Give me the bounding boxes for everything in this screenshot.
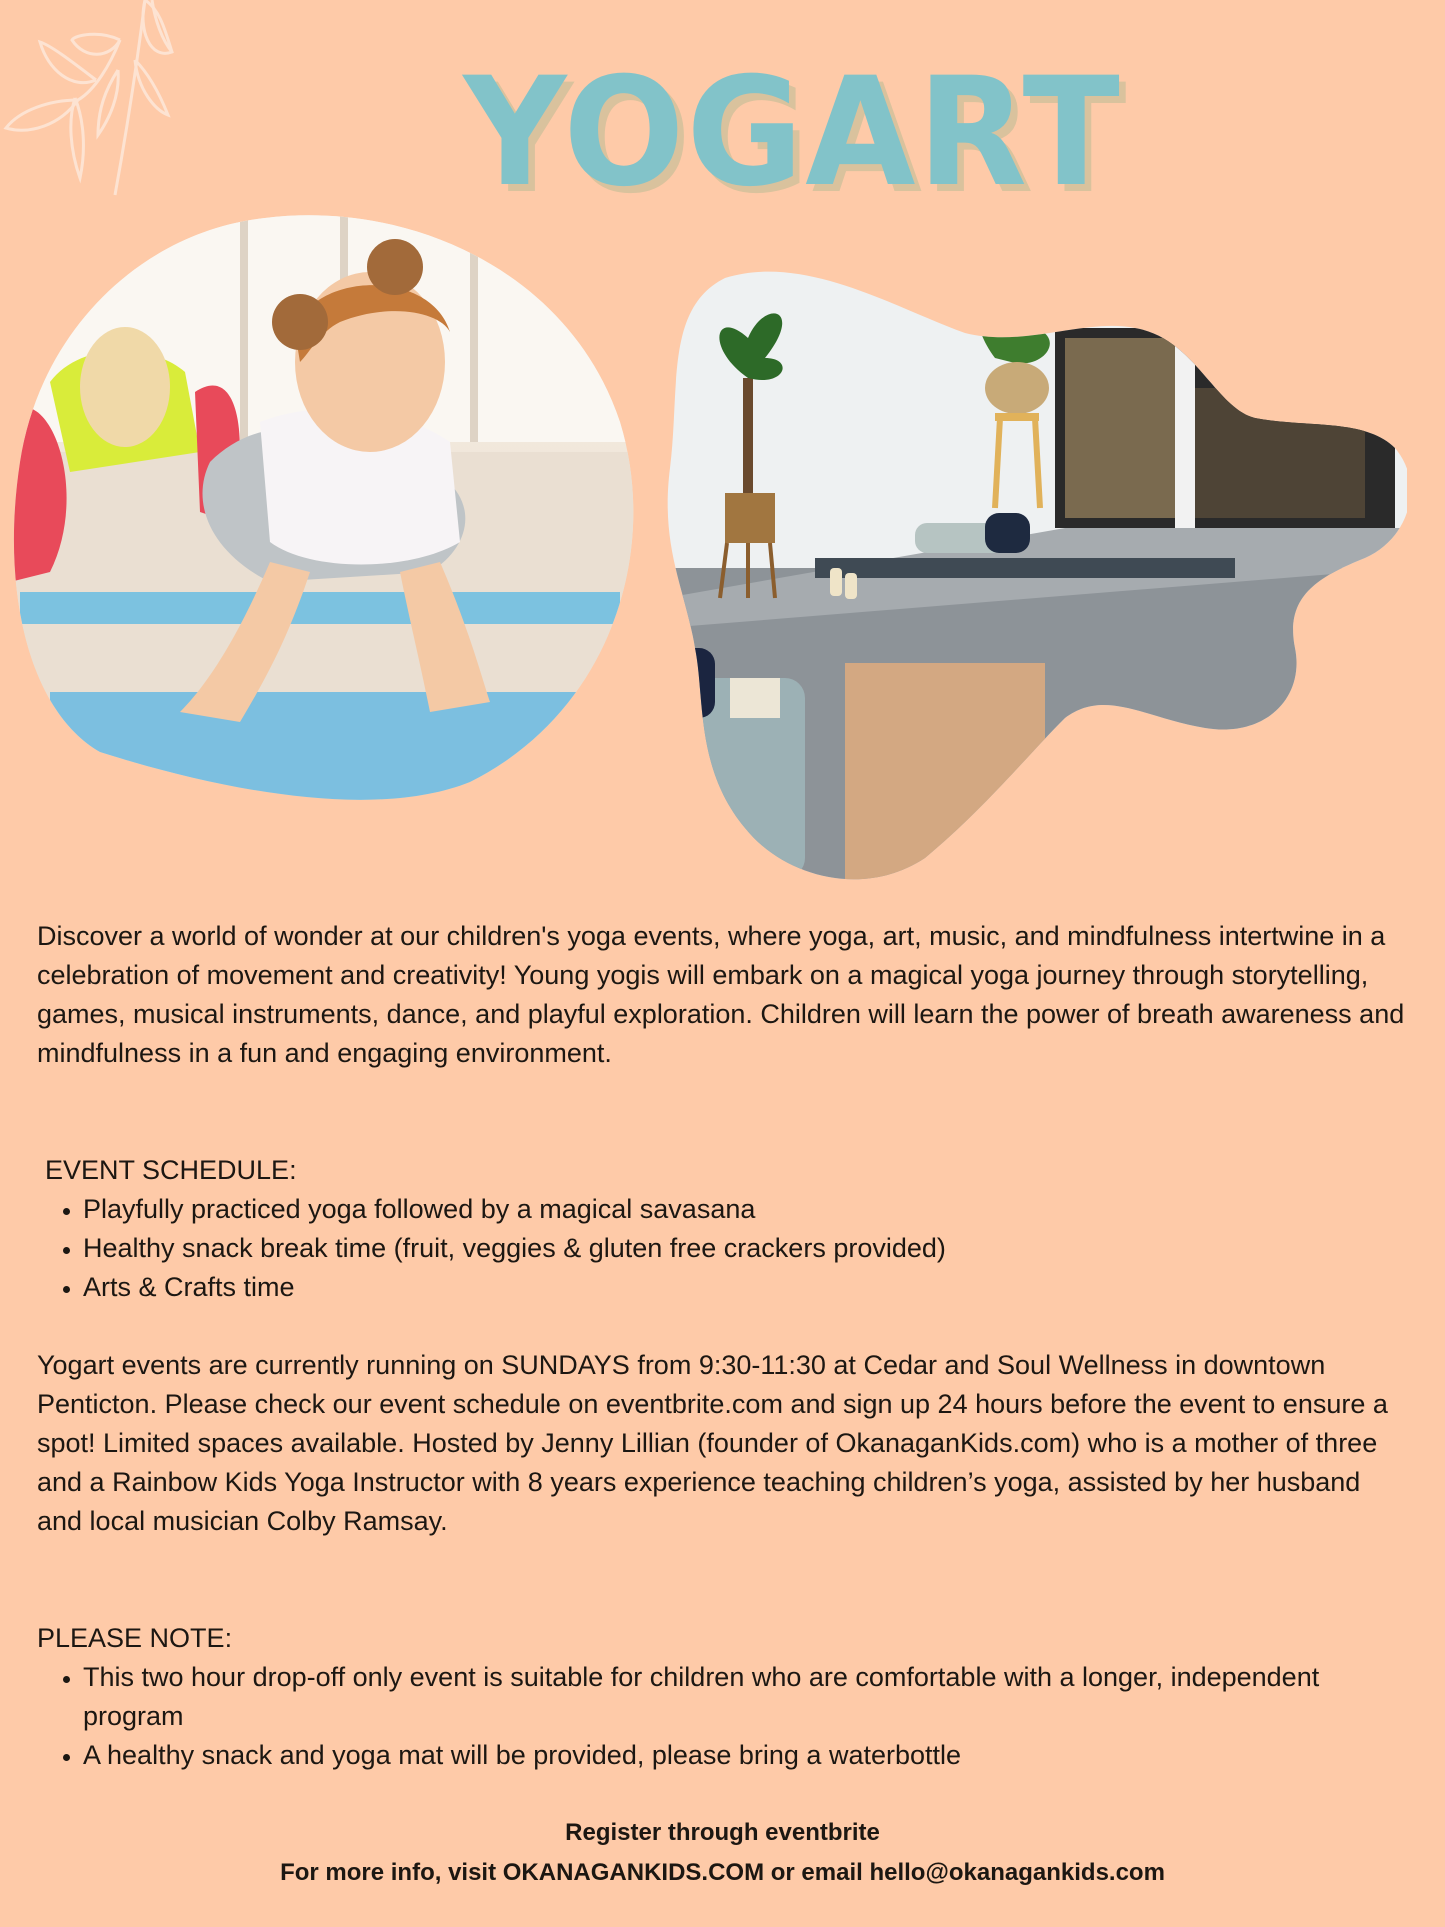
children-yoga-photo [10,212,640,800]
event-details-text: Yogart events are currently running on SUNDAYS from 9:30-11:30 at Cedar and Soul Wellness in downtown Penticton. Please check our event schedule on eventbrite.com and sign up 24 hours before the event to ensure a spot! Limited spaces available. Hosted by Jenny Lillian (founder of OkanaganKids.com) who is a mother of three and a Rainbow Kids Yoga Instructor with 8 years experience teaching children’s yoga, assisted by her husband and local musician Colby Ramsay. [37,1350,1388,1536]
page-title: YOGART [463,46,1122,220]
please-note-section [37,1619,1405,1775]
intro-text: Discover a world of wonder at our children's yoga events, where yoga, art, music, and mindfulness intertwine in a celebration of movement and creativity! Young yogis will embark on a magical yoga journey through storytelling, games, musical instruments, dance, and playful exploration. Children will learn the power of breath awareness and mindfulness in a fun and engaging environment. [37,921,1405,1068]
schedule-item: • Playfully practiced yoga followed by a magical savasana [83,1190,1405,1229]
schedule-item: • Healthy snack break time (fruit, veggies & gluten free crackers provided) [83,1229,1405,1268]
schedule-item: • Arts & Crafts time [83,1268,1405,1307]
please-note-list [37,1658,1405,1775]
event-schedule-heading: EVENT SCHEDULE: [45,1155,297,1185]
note-item: • A healthy snack and yoga mat will be provided, please bring a waterbottle [83,1736,1405,1775]
yoga-studio-photo [665,268,1407,883]
footer [0,1813,1445,1893]
more-info-text: For more info, visit OKANAGANKIDS.COM or email hello@okanagankids.com [280,1859,1165,1886]
intro-paragraph [37,917,1405,1073]
register-text: Register through eventbrite [565,1819,880,1846]
event-schedule-list [37,1190,1405,1307]
note-item: • This two hour drop-off only event is suitable for children who are comfortable with a longer, independent program [83,1658,1405,1736]
event-details-section [37,1346,1405,1541]
please-note-heading: PLEASE NOTE: [37,1623,233,1653]
event-schedule-section [37,1151,1405,1307]
